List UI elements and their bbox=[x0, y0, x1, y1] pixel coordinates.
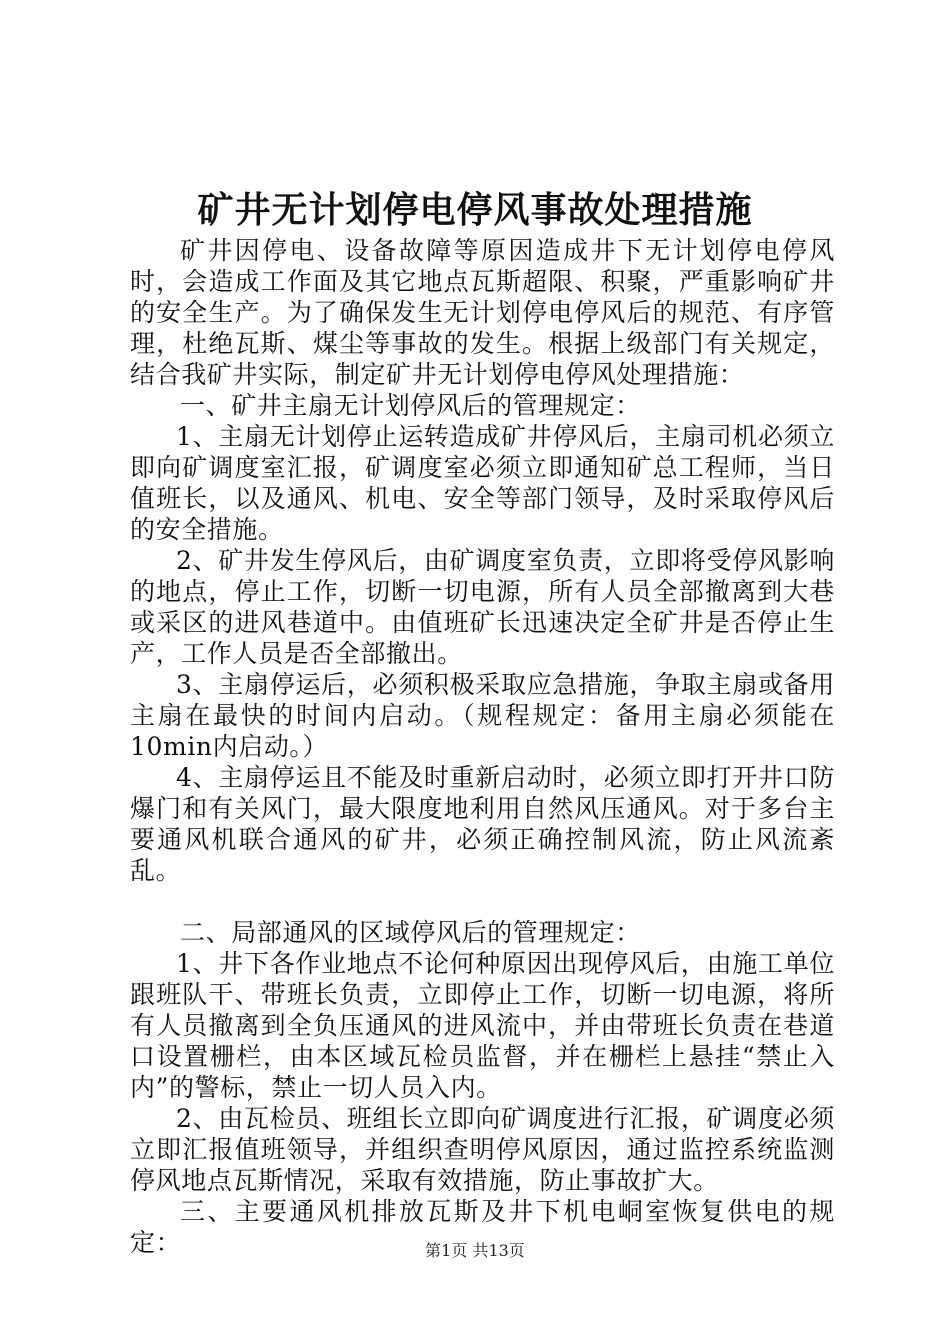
page-number-footer: 第1页 共13页 bbox=[425, 1241, 525, 1260]
document-body bbox=[130, 235, 835, 1258]
section-1-item-4: 4、主扇停运且不能及时重新启动时，必须立即打开井口防爆门和有关风门，最大限度地利用自然风压通风。对于多台主要通风机联合通风的矿井，必须正确控制风流，防止风流紊乱。 bbox=[130, 763, 835, 885]
section-heading-1: 一、矿井主扇无计划停风后的管理规定： bbox=[180, 391, 641, 420]
intro-paragraph: 矿井因停电、设备故障等原因造成井下无计划停电停风时，会造成工作面及其它地点瓦斯超限、积聚，严重影响矿井的安全生产。为了确保发生无计划停电停风后的规范、有序管理，杜绝瓦斯、煤尘等事故的发生。根据上级部门有关规定，结合我矿井实际，制定矿井无计划停电停风处理措施： bbox=[130, 236, 835, 389]
paragraph-spacer bbox=[130, 886, 835, 917]
section-1-item-3: 3、主扇停运后，必须积极采取应急措施，争取主扇或备用主扇在最快的时间内启动。（规程规定：备用主扇必须能在10min内启动。） bbox=[130, 670, 835, 761]
document-title: 矿井无计划停电停风事故处理措施 bbox=[197, 189, 753, 231]
section-heading-3: 三、主要通风机排放瓦斯及井下机电峒室恢复供电的规定： bbox=[130, 1197, 835, 1257]
section-1-item-2: 2、矿井发生停风后，由矿调度室负责，立即将受停风影响的地点，停止工作，切断一切电源，所有人员全部撤离到大巷或采区的进风巷道中。由值班矿长迅速决定全矿井是否停止生产，工作人员是否全部撤出。 bbox=[130, 546, 835, 668]
section-1-item-1: 1、主扇无计划停止运转造成矿井停风后，主扇司机必须立即向矿调度室汇报，矿调度室必须立即通知矿总工程师，当日值班长，以及通风、机电、安全等部门领导，及时采取停风后的安全措施。 bbox=[130, 422, 835, 544]
section-2-item-1: 1、井下各作业地点不论何种原因出现停风后，由施工单位跟班队干、带班长负责，立即停止工作，切断一切电源，将所有人员撤离到全负压通风的进风流中，并由带班长负责在巷道口设置栅栏，由本区域瓦检员监督，并在栅栏上悬挂“禁止入内”的警标，禁止一切人员入内。 bbox=[130, 949, 835, 1102]
section-heading-2: 二、局部通风的区域停风后的管理规定： bbox=[180, 918, 641, 947]
section-2-item-2: 2、由瓦检员、班组长立即向矿调度进行汇报，矿调度必须立即汇报值班领导，并组织查明停风原因，通过监控系统监测停风地点瓦斯情况，采取有效措施，防止事故扩大。 bbox=[130, 1104, 835, 1195]
